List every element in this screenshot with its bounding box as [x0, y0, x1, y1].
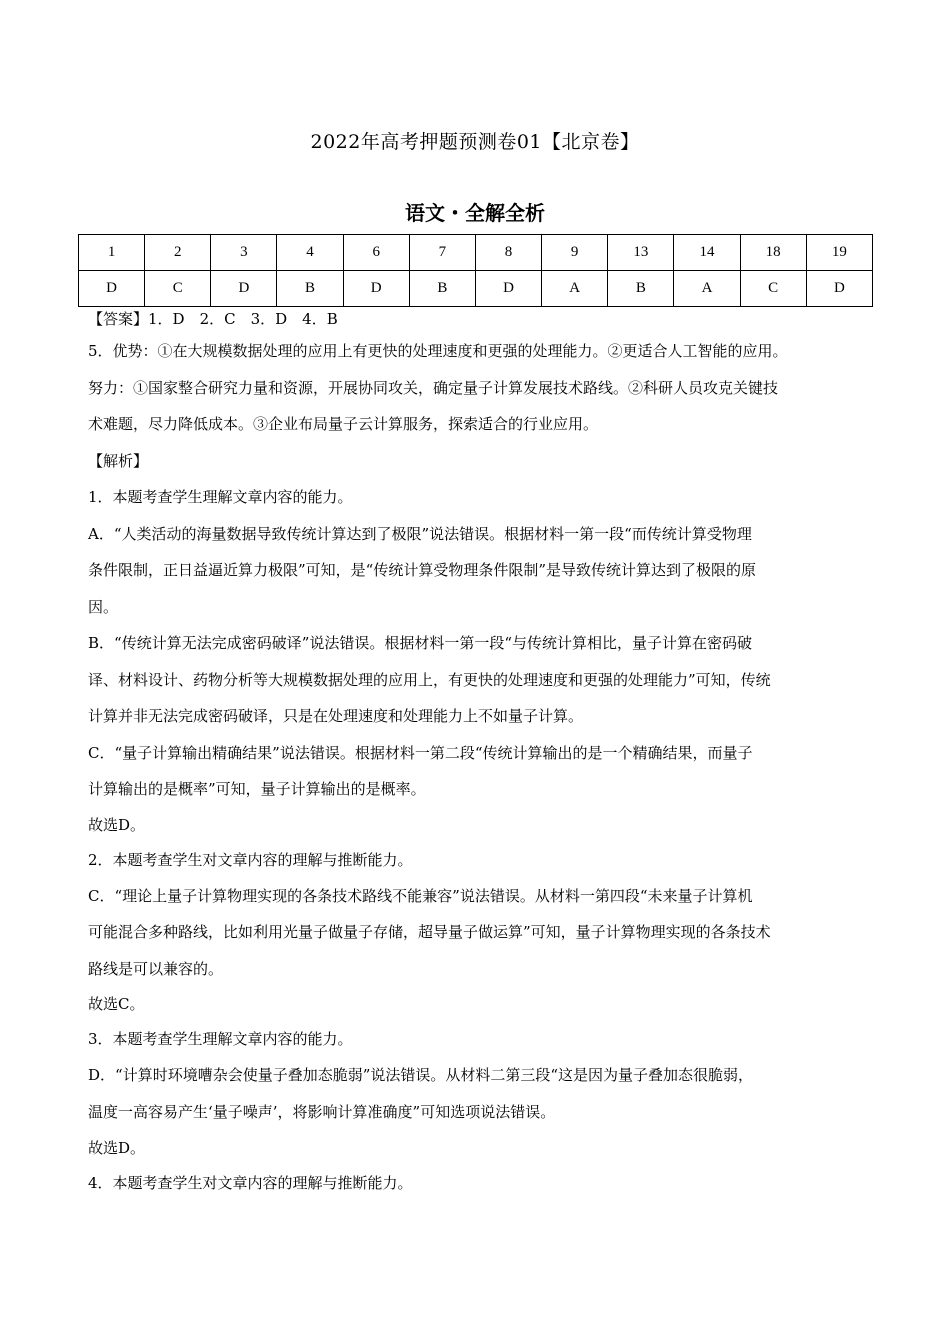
text-line: A．“人类活动的海量数据导致传统计算达到了极限”说法错误。根据材料一第一段“而传统计算受物理 [88, 524, 752, 543]
question-number-cell: 13 [608, 235, 674, 271]
answer-cell: D [343, 271, 409, 307]
question-number-cell: 18 [740, 235, 806, 271]
answer-cell: D [79, 271, 145, 307]
question-number-cell: 4 [277, 235, 343, 271]
text-line: C．“量子计算输出精确结果”说法错误。根据材料一第二段“传统计算输出的是一个精确结果，而量子 [88, 743, 753, 762]
solution-body [88, 306, 863, 1201]
answer-cell: C [740, 271, 806, 307]
text-line: 3．本题考查学生理解文章内容的能力。 [88, 1030, 353, 1048]
answer-cell: D [211, 271, 277, 307]
answer-cell: B [409, 271, 475, 307]
text-line: 术难题，尽力降低成本。③企业布局量子云计算服务，探索适合的行业应用。 [88, 415, 599, 433]
text-line: 1．本题考查学生理解文章内容的能力。 [88, 488, 353, 506]
answer-cell: B [608, 271, 674, 307]
answer-cell: D [475, 271, 541, 307]
question-number-cell: 8 [475, 235, 541, 271]
answer-summary: 【答案】1．D 2．C 3．D 4．B [88, 310, 338, 328]
answer-table [78, 234, 873, 307]
question-number-cell: 7 [409, 235, 475, 271]
question-number-cell: 2 [145, 235, 211, 271]
text-line: 条件限制，正日益逼近算力极限”可知，是“传统计算受物理条件限制”是导致传统计算达到了极限的原 [88, 561, 757, 579]
answer-cell: A [542, 271, 608, 307]
answer-cell: C [145, 271, 211, 307]
text-line: 故选D。 [88, 1138, 146, 1157]
text-line: 可能混合多种路线，比如利用光量子做量子存储，超导量子做运算”可知，量子计算物理实现的各条技术 [88, 923, 771, 941]
question-number-cell: 6 [343, 235, 409, 271]
text-line: 计算并非无法完成密码破译，只是在处理速度和处理能力上不如量子计算。 [88, 707, 584, 725]
analysis-heading: 【解析】 [88, 451, 149, 470]
question-number-cell: 14 [674, 235, 740, 271]
answer-row [79, 271, 873, 307]
text-line: 努力：①国家整合研究力量和资源，开展协同攻关，确定量子计算发展技术路线。②科研人员攻克关键技 [88, 378, 779, 397]
text-line: 故选C。 [88, 995, 145, 1013]
text-line: 译、材料设计、药物分析等大规模数据处理的应用上，有更快的处理速度和更强的处理能力”可知，传统 [88, 670, 771, 689]
document-subtitle: 语文・全解全析 [405, 201, 545, 225]
answer-cell: A [674, 271, 740, 307]
answer-cell: D [806, 271, 872, 307]
text-line: 路线是可以兼容的。 [88, 959, 224, 978]
document-title: 2022年高考押题预测卷01【北京卷】 [310, 131, 640, 153]
answer-cell: B [277, 271, 343, 307]
text-line: 2．本题考查学生对文章内容的理解与推断能力。 [88, 850, 413, 869]
question-number-cell: 3 [211, 235, 277, 271]
question-number-row [79, 235, 873, 271]
text-line: 因。 [88, 597, 119, 616]
text-line: 4．本题考查学生对文章内容的理解与推断能力。 [88, 1173, 413, 1192]
question-number-cell: 1 [79, 235, 145, 271]
text-line: 温度一高容易产生‘量子噪声’，将影响计算准确度”可知选项说法错误。 [88, 1103, 556, 1121]
text-line: 计算输出的是概率”可知，量子计算输出的是概率。 [88, 780, 426, 798]
text-line: D．“计算时环境嘈杂会使量子叠加态脆弱”说法错误。从材料二第三段“这是因为量子叠加态很脆弱， [88, 1066, 754, 1084]
text-line: 故选D。 [88, 815, 146, 834]
text-line: B．“传统计算无法完成密码破译”说法错误。根据材料一第一段“与传统计算相比，量子计算在密码破 [88, 634, 753, 652]
question-number-cell: 9 [542, 235, 608, 271]
text-line: C．“理论上量子计算物理实现的各条技术路线不能兼容”说法错误。从材料一第四段“未来量子计算机 [88, 886, 753, 905]
text-line: 5．优势：①在大规模数据处理的应用上有更快的处理速度和更强的处理能力。②更适合人工智能的应用。 [88, 342, 788, 360]
question-number-cell: 19 [806, 235, 872, 271]
